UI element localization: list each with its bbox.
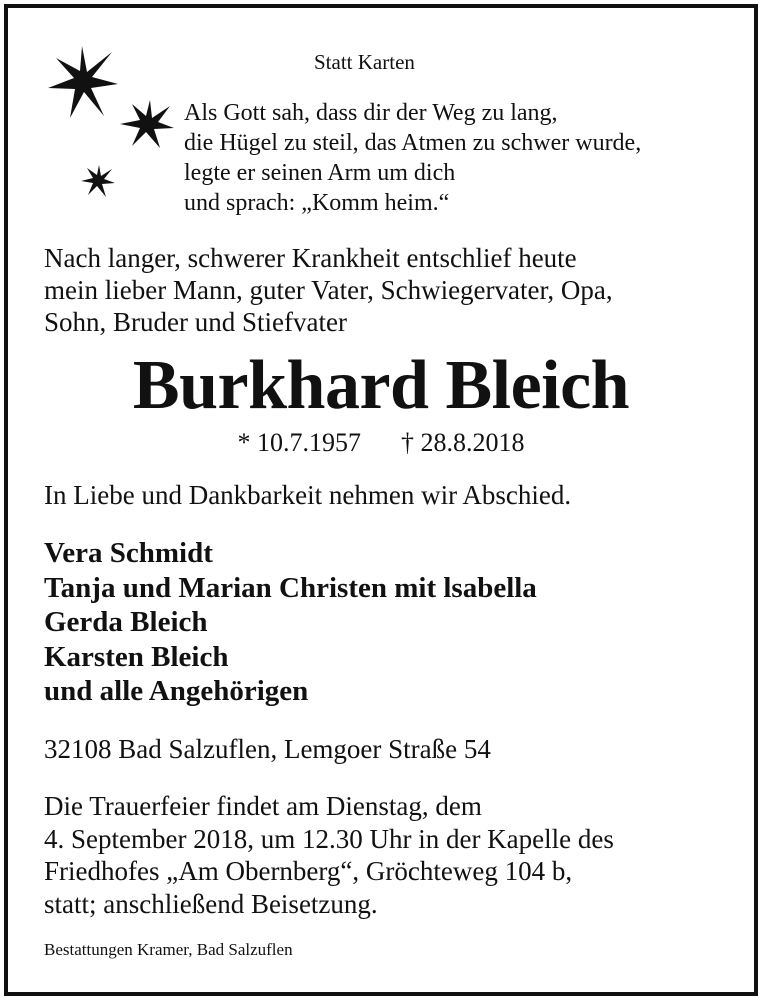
- family-member: Tanja und Marian Christen mit lsabella: [44, 571, 537, 604]
- family-member: Gerda Bleich: [44, 606, 208, 639]
- service-info: [44, 790, 614, 920]
- star-medium-icon: [118, 98, 176, 150]
- service-line: statt; anschließend Beisetzung.: [44, 888, 378, 919]
- poem-line: und sprach: „Komm heim.“: [184, 190, 450, 216]
- obituary-frame: [4, 4, 758, 996]
- family-member: und alle Angehörigen: [44, 675, 309, 708]
- family-member: Karsten Bleich: [44, 640, 229, 673]
- family-member: Vera Schmidt: [44, 537, 213, 569]
- star-small-icon: [80, 164, 116, 198]
- intro-line: Nach langer, schwerer Krankheit entschlief heute: [44, 243, 577, 273]
- header-text: Statt Karten: [314, 50, 415, 74]
- service-line: Die Trauerfeier findet am Dienstag, dem: [44, 791, 482, 821]
- life-dates: [8, 428, 754, 458]
- address: 32108 Bad Salzuflen, Lemgoer Straße 54: [44, 734, 491, 764]
- intro-text: [44, 242, 613, 338]
- death-date: † 28.8.2018: [401, 428, 525, 457]
- star-large-icon: [44, 44, 120, 120]
- undertaker: Bestattungen Kramer, Bad Salzuflen: [44, 940, 293, 959]
- service-line: Friedhofes „Am Obernberg“, Gröchteweg 104 b,: [44, 856, 573, 886]
- service-line: 4. September 2018, um 12.30 Uhr in der Kapelle des: [44, 823, 614, 854]
- poem-line: legte er seinen Arm um dich: [184, 160, 456, 186]
- poem-line: die Hügel zu steil, das Atmen zu schwer wurde,: [184, 130, 642, 156]
- deceased-name: Burkhard Bleich: [132, 347, 630, 424]
- birth-date: * 10.7.1957: [237, 428, 361, 457]
- poem: [184, 98, 641, 218]
- obituary-content: [8, 8, 754, 992]
- farewell-text: In Liebe und Dankbarkeit nehmen wir Abschied.: [44, 480, 572, 510]
- poem-line: Als Gott sah, dass dir der Weg zu lang,: [184, 100, 558, 126]
- intro-line: Sohn, Bruder und Stiefvater: [44, 307, 347, 337]
- intro-line: mein lieber Mann, guter Vater, Schwiegervater, Opa,: [44, 275, 613, 305]
- family-list: [44, 536, 537, 709]
